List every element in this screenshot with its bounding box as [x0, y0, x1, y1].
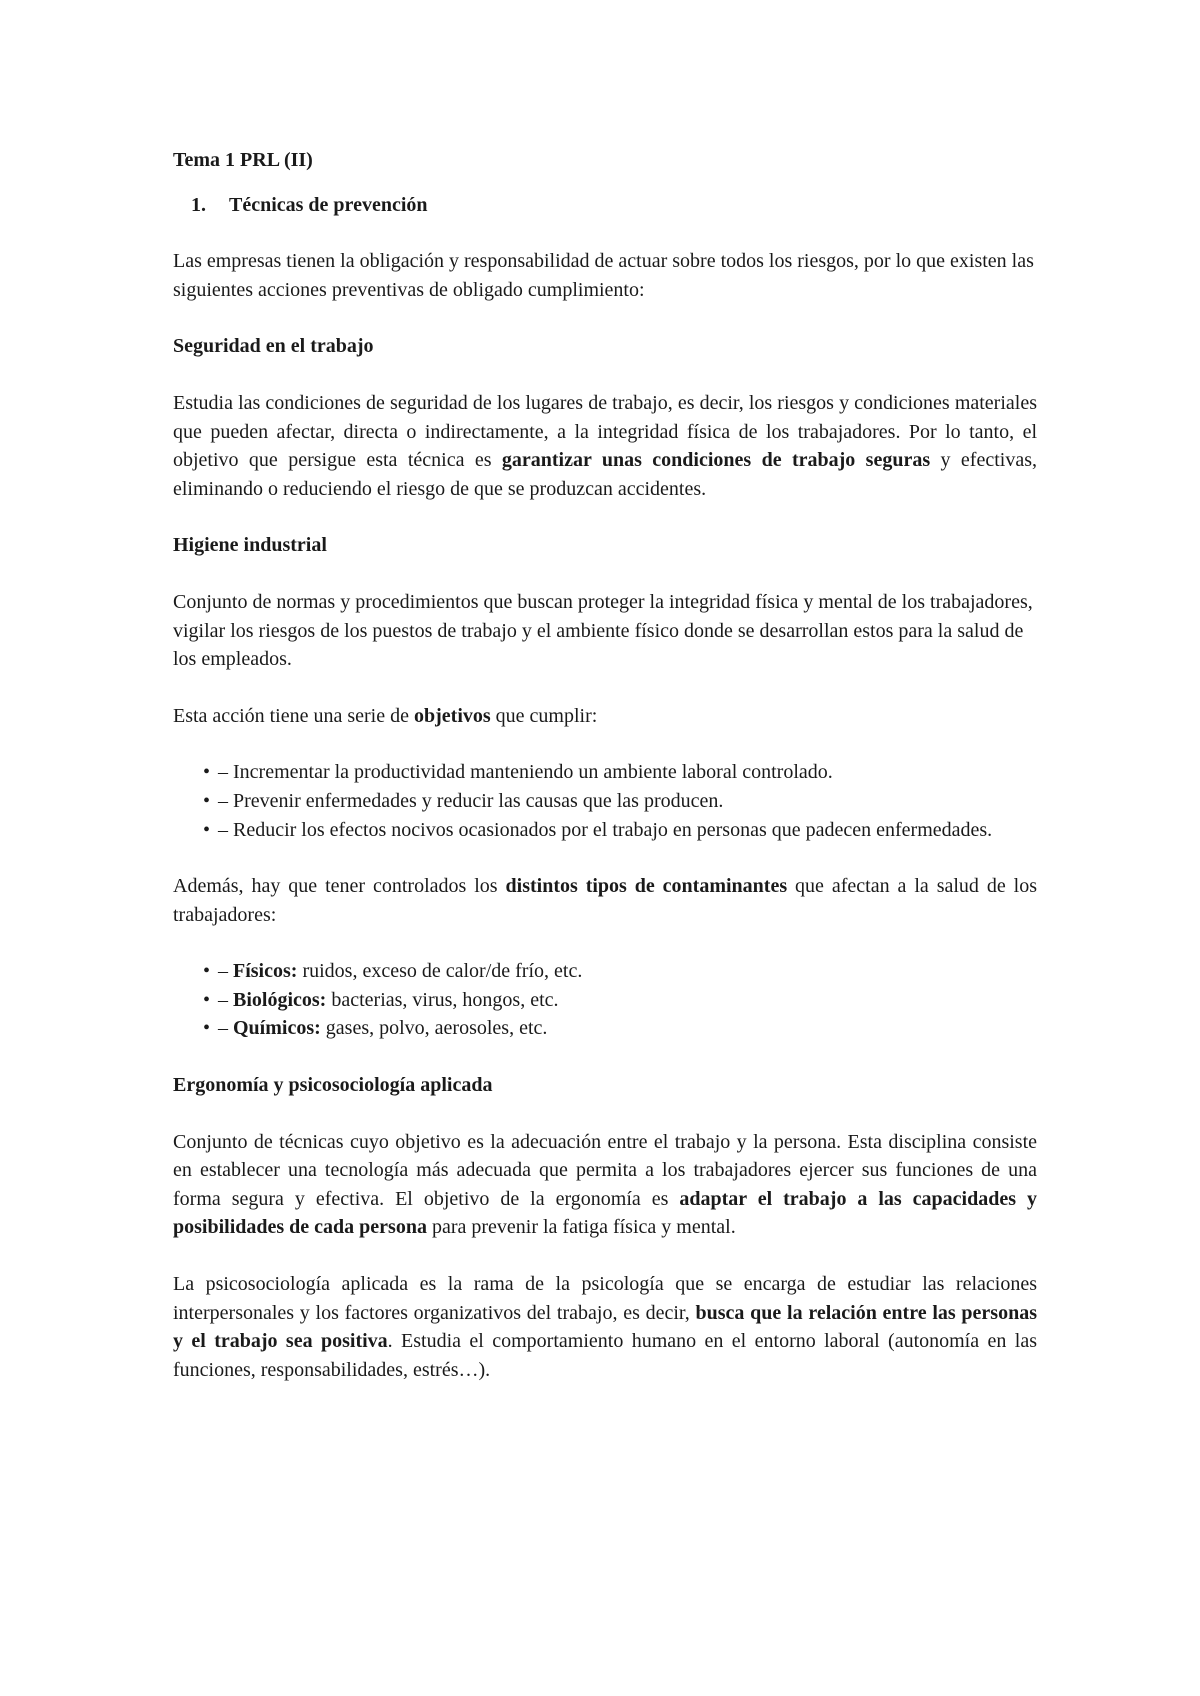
- contaminant-text: ruidos, exceso de calor/de frío, etc.: [297, 960, 583, 983]
- contaminant-label: Biológicos:: [233, 988, 327, 1011]
- text-run: y efectivas, eliminando o reduciendo el riesgo de que se produzcan accidentes.: [173, 449, 1037, 500]
- section-title: Técnicas de prevención: [229, 193, 428, 216]
- paragraph-objetivos: [173, 702, 1037, 731]
- text-run: Estudia las condiciones de seguridad de los lugares de trabajo, es decir, los riesgos y condiciones materiales que pueden afectar, directa o indirectamente, a la integridad física de los trabajadores. Por lo tanto, el objetivo que persigue esta técnica es: [173, 391, 1037, 472]
- paragraph-contaminantes: [173, 872, 1037, 929]
- contaminant-text: gases, polvo, aerosoles, etc.: [320, 1017, 548, 1040]
- list-item: [173, 816, 1037, 845]
- section-number: 1.: [191, 193, 206, 216]
- paragraph-ergonomia: [173, 1128, 1037, 1242]
- contaminants-list: [173, 957, 1037, 1043]
- contaminant-label: Físicos:: [233, 960, 298, 983]
- bullet-icon: •: [203, 1017, 211, 1040]
- list-item: [173, 787, 1037, 816]
- heading-ergonomia: Ergonomía y psicosociología aplicada: [173, 1074, 493, 1097]
- document-body: [173, 146, 1037, 1412]
- list-item: [173, 986, 1037, 1015]
- text-run: Además, hay que tener controlados los: [173, 875, 506, 898]
- text-run: La psicosociología aplicada es la rama de la psicología que se encarga de estudiar las relaciones interpersonales y los factores organizativos del trabajo, es decir,: [173, 1273, 1037, 1324]
- text-run: que afectan a la salud de los trabajadores:: [173, 875, 1037, 926]
- list-item: [173, 1014, 1037, 1043]
- dash: –: [218, 988, 233, 1011]
- list-item: [173, 957, 1037, 986]
- paragraph-seguridad: [173, 389, 1037, 503]
- text-run: que cumplir:: [490, 704, 598, 727]
- heading-seguridad: Seguridad en el trabajo: [173, 335, 374, 358]
- text-run: Conjunto de técnicas cuyo objetivo es la adecuación entre el trabajo y la persona. Esta disciplina consiste en establecer una tecnología más adecuada que permita a los trabajadores ejercer sus funciones de una forma segura y efectiva. El objetivo de la ergonomía es: [173, 1130, 1037, 1210]
- bullet-icon: •: [203, 761, 211, 784]
- dash: –: [218, 960, 233, 983]
- objectives-list: [173, 758, 1037, 844]
- bold-run: distintos tipos de contaminantes: [505, 875, 788, 898]
- contaminant-label: Químicos:: [233, 1017, 321, 1040]
- bold-run: garantizar unas condiciones de trabajo seguras: [501, 449, 931, 472]
- list-item-text: – Reducir los efectos nocivos ocasionados por el trabajo en personas que padecen enfermedades.: [218, 818, 993, 841]
- dash: –: [218, 1017, 233, 1040]
- bullet-icon: •: [203, 960, 211, 983]
- paragraph-psicosociologia: [173, 1270, 1037, 1384]
- text-run: para prevenir la fatiga física y mental.: [426, 1216, 736, 1239]
- bullet-icon: •: [203, 789, 211, 812]
- list-item: [173, 758, 1037, 787]
- list-item-text: – Incrementar la productividad manteniendo un ambiente laboral controlado.: [218, 761, 833, 784]
- bullet-icon: •: [203, 988, 211, 1011]
- contaminant-text: bacterias, virus, hongos, etc.: [326, 988, 559, 1011]
- bold-run: objetivos: [414, 704, 491, 727]
- bold-run: adaptar el trabajo a las capacidades y posibilidades de cada persona: [173, 1187, 1037, 1239]
- bold-run: busca que la relación entre las personas y el trabajo sea positiva: [173, 1301, 1037, 1353]
- text-run: Esta acción tiene una serie de: [173, 704, 414, 727]
- intro-paragraph: Las empresas tienen la obligación y responsabilidad de actuar sobre todos los riesgos, por lo que existen las siguientes acciones preventivas de obligado cumplimiento:: [173, 250, 1034, 301]
- document-title: Tema 1 PRL (II): [173, 149, 313, 171]
- paragraph-higiene: Conjunto de normas y procedimientos que buscan proteger la integridad física y mental de los trabajadores, vigilar los riesgos de los puestos de trabajo y el ambiente físico donde se desarrollan estos para la salud de los empleados.: [173, 590, 1033, 671]
- bullet-icon: •: [203, 818, 211, 841]
- section-heading-tecnicas: [173, 191, 1037, 220]
- heading-higiene: Higiene industrial: [173, 534, 327, 557]
- text-run: . Estudia el comportamiento humano en el entorno laboral (autonomía en las funciones, responsabilidades, estrés…).: [173, 1330, 1037, 1381]
- list-item-text: – Prevenir enfermedades y reducir las causas que las producen.: [218, 789, 724, 812]
